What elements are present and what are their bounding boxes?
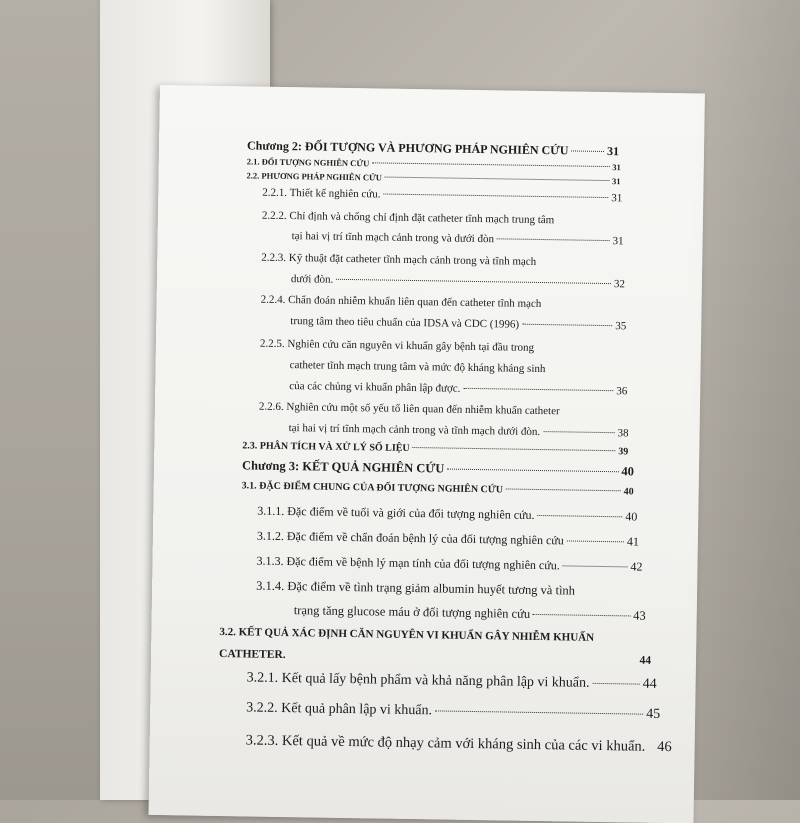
- toc-section-3-2-line2: CATHETER. 44: [218, 647, 652, 667]
- toc-2-2-6-line2: tại hai vị trí tĩnh mạch cảnh trong và tĩnh mạch dưới đòn. 38: [288, 422, 629, 440]
- toc-2-2-6-line1: 2.2.6. Nghiên cứu một số yếu tố liên quan đến nhiễm khuẩn catheter: [258, 400, 560, 418]
- toc-section-3-2-line1: 3.2. KẾT QUẢ XÁC ĐỊNH CĂN NGUYÊN VI KHUẨN GÂY NHIỄM KHUẨN: [219, 626, 595, 644]
- toc-2-2-3-line1: 2.2.3. Kỹ thuật đặt catheter tĩnh mạch cảnh trong và tĩnh mạch: [261, 251, 537, 268]
- toc-2-2-2-line1: 2.2.2. Chỉ định và chống chỉ định đặt catheter tĩnh mạch trung tâm: [261, 209, 555, 227]
- toc-2-2-5-line1: 2.2.5. Nghiên cứu căn nguyên vi khuẩn gây bệnh tại đầu trong: [259, 337, 535, 354]
- toc-chapter-2: Chương 2: ĐỐI TƯỢNG VÀ PHƯƠNG PHÁP NGHIÊN CỨU 31: [246, 138, 620, 159]
- toc-3-1-1: 3.1.1. Đặc điểm về tuổi và giới của đối tượng nghiên cứu. 40: [257, 503, 638, 524]
- background: [0, 0, 100, 800]
- toc-3-1-2: 3.1.2. Đặc điểm về chẩn đoán bệnh lý của đối tượng nghiên cứu 41: [256, 528, 639, 549]
- toc-2-2-4-line2: trung tâm theo tiêu chuẩn của IDSA và CDC (1996) 35: [290, 315, 627, 333]
- toc-2-2-2-line2: tại hai vị trí tĩnh mạch cảnh trong và dưới đòn 31: [291, 230, 624, 248]
- toc-3-1-4-line2: trạng tăng glucose máu ở đối tượng nghiên cứu 43: [293, 603, 646, 623]
- toc-3-2-2: 3.2.2. Kết quả phân lập vi khuẩn. 45: [246, 700, 661, 722]
- toc-section-2-1: 2.1. ĐỐI TƯỢNG NGHIÊN CỨU 31: [246, 156, 621, 173]
- toc-3-1-4-line1: 3.1.4. Đặc điểm về tình trạng giảm albumin huyết tương và tình: [256, 578, 576, 598]
- toc-2-2-1: 2.2.1. Thiết kế nghiên cứu. 31: [262, 186, 623, 205]
- toc-chapter-3: Chương 3: KẾT QUẢ NGHIÊN CỨU 40: [241, 458, 635, 479]
- toc-3-2-1: 3.2.1. Kết quả lấy bệnh phẩm và khả năng phân lập vi khuẩn. 44: [246, 670, 657, 692]
- toc-section-2-3: 2.3. PHÂN TÍCH VÀ XỬ LÝ SỐ LIỆU 39: [242, 440, 629, 458]
- toc-3-1-3: 3.1.3. Đặc điểm về bệnh lý mạn tính của đối tượng nghiên cứu. 42: [256, 553, 643, 574]
- right-shadow: [690, 0, 800, 800]
- toc-section-3-1: 3.1. ĐẶC ĐIỂM CHUNG CỦA ĐỐI TƯỢNG NGHIÊN CỨU 40: [241, 480, 634, 498]
- toc-2-2-5-line3: của các chủng vi khuẩn phân lập được. 36: [289, 380, 628, 398]
- toc-2-2-4-line1: 2.2.4. Chẩn đoán nhiễm khuẩn liên quan đến catheter tĩnh mạch: [260, 293, 542, 311]
- toc-2-2-3-line2: dưới đòn. 32: [290, 273, 626, 291]
- toc-2-2-5-line2: catheter tĩnh mạch trung tâm và mức độ kháng kháng sinh: [289, 359, 546, 376]
- toc-section-2-2: 2.2. PHƯƠNG PHÁP NGHIÊN CỨU 31: [246, 170, 621, 187]
- toc-3-2-3: 3.2.3. Kết quả về mức độ nhạy cảm với kháng sinh của các vi khuẩn. 46: [245, 732, 672, 756]
- document-page: [149, 85, 705, 823]
- table-of-contents: [149, 85, 705, 823]
